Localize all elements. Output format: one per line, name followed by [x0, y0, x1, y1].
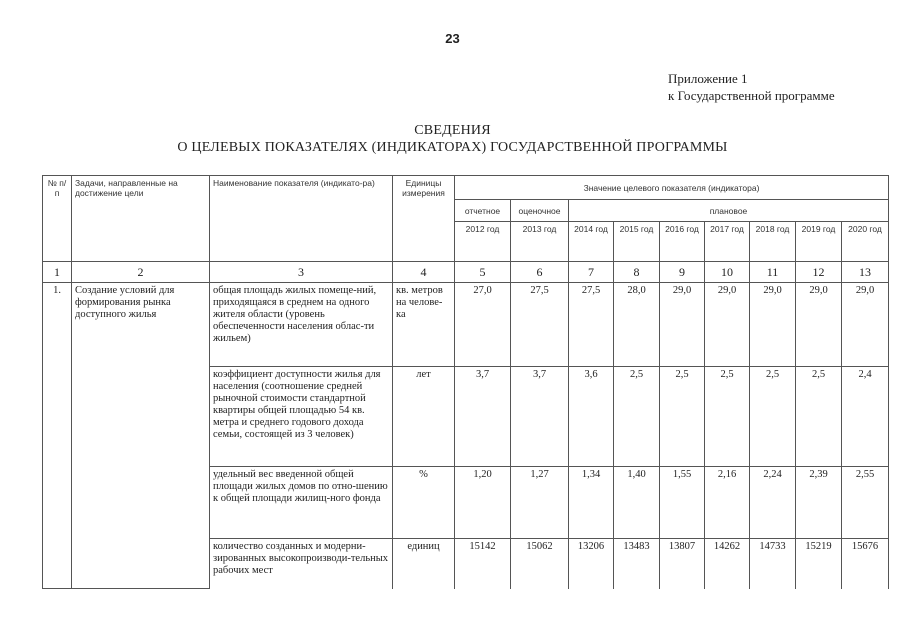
value-cell: 15142 — [455, 539, 511, 589]
value-cell: 1,20 — [455, 467, 511, 539]
value-cell: 3,6 — [569, 367, 614, 467]
indicator-unit: единиц — [393, 539, 455, 589]
value-cell: 1,55 — [660, 467, 705, 539]
task-num: 1. — [43, 283, 72, 589]
header-reported: отчетное — [455, 200, 511, 222]
year-2015: 2015 год — [614, 222, 660, 262]
indicator-unit: кв. метров на челове-ка — [393, 283, 455, 367]
colnum: 4 — [393, 262, 455, 283]
header-num: № п/п — [43, 176, 72, 262]
value-cell: 2,4 — [842, 367, 889, 467]
value-cell: 29,0 — [750, 283, 796, 367]
year-2019: 2019 год — [796, 222, 842, 262]
value-cell: 2,24 — [750, 467, 796, 539]
appendix-line-1: Приложение 1 — [668, 71, 748, 86]
value-cell: 2,5 — [796, 367, 842, 467]
column-numbers-row — [43, 262, 889, 283]
value-cell: 15062 — [511, 539, 569, 589]
value-cell: 15219 — [796, 539, 842, 589]
colnum: 12 — [796, 262, 842, 283]
indicator-name: коэффициент доступности жилья для населения (соотношение средней рыночной стоимости стандартной квартиры общей площадью 54 кв. метра и среднего годового дохода семьи, состоящей из 3 человек) — [210, 367, 393, 467]
header-indicator: Наименование показателя (индикато-ра) — [210, 176, 393, 262]
year-2014: 2014 год — [569, 222, 614, 262]
value-cell: 1,34 — [569, 467, 614, 539]
value-cell: 2,5 — [750, 367, 796, 467]
value-cell: 2,16 — [705, 467, 750, 539]
value-cell: 2,5 — [705, 367, 750, 467]
header-value: Значение целевого показателя (индикатора) — [455, 176, 889, 200]
year-2020: 2020 год — [842, 222, 889, 262]
appendix-note — [668, 70, 835, 104]
value-cell: 27,0 — [455, 283, 511, 367]
year-2012: 2012 год — [455, 222, 511, 262]
title-line-1: СВЕДЕНИЯ — [414, 123, 491, 138]
indicators-table — [42, 175, 889, 589]
task-text: Создание условий для формирования рынка доступного жилья — [72, 283, 210, 589]
value-cell: 13483 — [614, 539, 660, 589]
value-cell: 2,39 — [796, 467, 842, 539]
year-2017: 2017 год — [705, 222, 750, 262]
colnum: 8 — [614, 262, 660, 283]
colnum: 10 — [705, 262, 750, 283]
value-cell: 1,40 — [614, 467, 660, 539]
colnum: 5 — [455, 262, 511, 283]
value-cell: 1,27 — [511, 467, 569, 539]
year-2018: 2018 год — [750, 222, 796, 262]
header-planned: плановое — [569, 200, 889, 222]
value-cell: 2,5 — [614, 367, 660, 467]
colnum: 2 — [72, 262, 210, 283]
value-cell: 15676 — [842, 539, 889, 589]
value-cell: 3,7 — [455, 367, 511, 467]
colnum: 3 — [210, 262, 393, 283]
colnum: 11 — [750, 262, 796, 283]
value-cell: 14262 — [705, 539, 750, 589]
header-tasks: Задачи, направленные на достижение цели — [72, 176, 210, 262]
value-cell: 28,0 — [614, 283, 660, 367]
document-title — [0, 122, 905, 156]
value-cell: 14733 — [750, 539, 796, 589]
title-line-2: О ЦЕЛЕВЫХ ПОКАЗАТЕЛЯХ (ИНДИКАТОРАХ) ГОСУДАРСТВЕННОЙ ПРОГРАММЫ — [177, 140, 728, 155]
value-cell: 29,0 — [842, 283, 889, 367]
value-cell: 29,0 — [796, 283, 842, 367]
colnum: 7 — [569, 262, 614, 283]
page-number: 23 — [445, 31, 460, 46]
colnum: 1 — [43, 262, 72, 283]
value-cell: 3,7 — [511, 367, 569, 467]
colnum: 6 — [511, 262, 569, 283]
table-row — [43, 283, 889, 367]
value-cell: 13206 — [569, 539, 614, 589]
year-2016: 2016 год — [660, 222, 705, 262]
value-cell: 13807 — [660, 539, 705, 589]
indicator-unit: % — [393, 467, 455, 539]
colnum: 9 — [660, 262, 705, 283]
indicator-name: количество созданных и модерни-зированных высокопроизводи-тельных рабочих мест — [210, 539, 393, 589]
indicator-name: удельный вес введенной общей площади жилых домов по отно-шению к общей площади жилищ-ного фонда — [210, 467, 393, 539]
value-cell: 29,0 — [705, 283, 750, 367]
header-units: Единицы измерения — [393, 176, 455, 262]
value-cell: 27,5 — [569, 283, 614, 367]
value-cell: 2,55 — [842, 467, 889, 539]
value-cell: 29,0 — [660, 283, 705, 367]
value-cell: 27,5 — [511, 283, 569, 367]
indicator-unit: лет — [393, 367, 455, 467]
appendix-line-2: к Государственной программе — [668, 88, 835, 103]
value-cell: 2,5 — [660, 367, 705, 467]
header-estimated: оценочное — [511, 200, 569, 222]
colnum: 13 — [842, 262, 889, 283]
indicator-name: общая площадь жилых помеще-ний, приходящаяся в среднем на одного жителя области (уровень обеспеченности населения облас-ти жильем) — [210, 283, 393, 367]
year-2013: 2013 год — [511, 222, 569, 262]
